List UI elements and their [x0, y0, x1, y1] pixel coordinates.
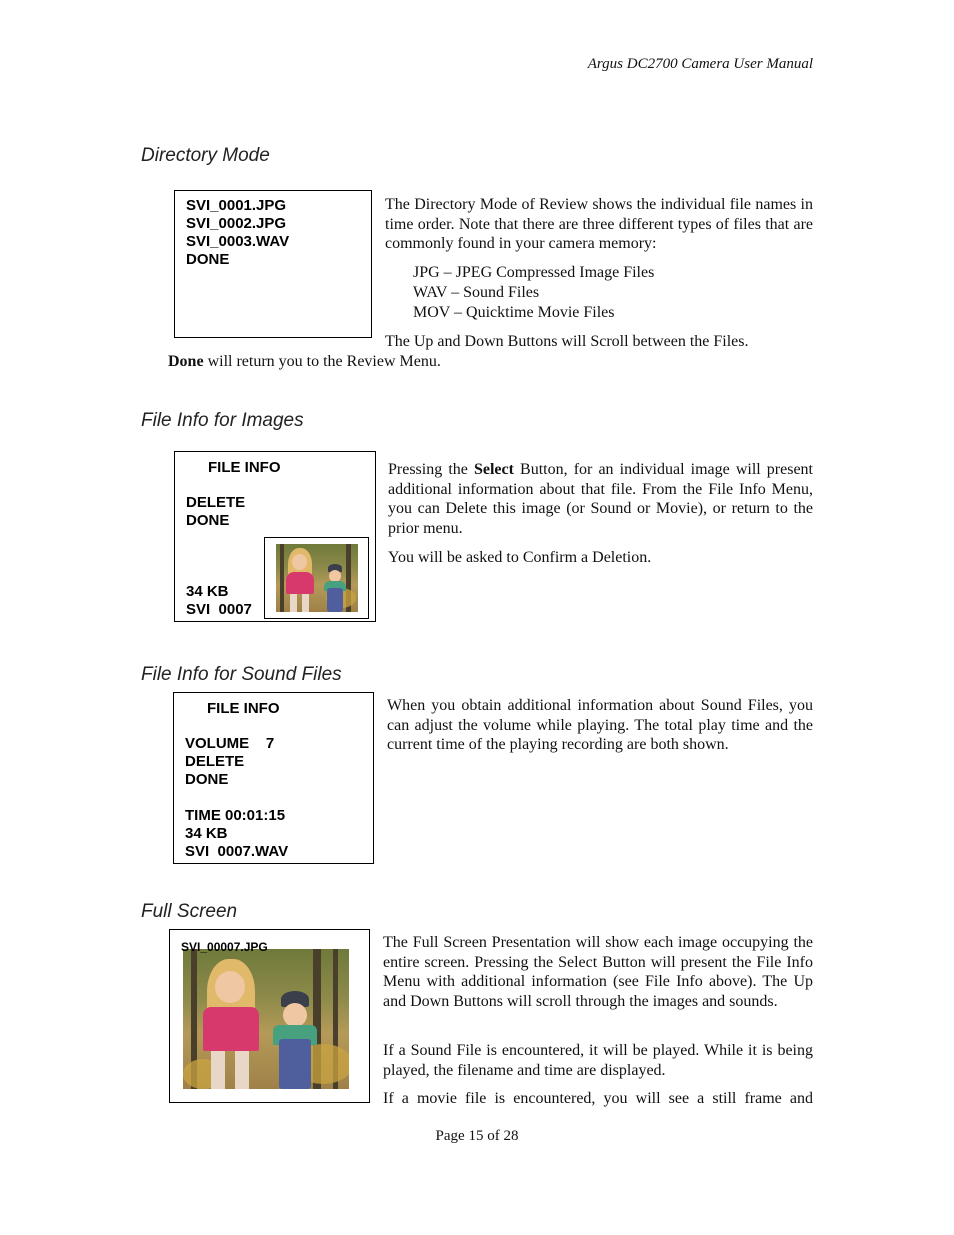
directory-intro-text: The Directory Mode of Review shows the individual file names in time order. Note that there are three different types of files that are commonly found in your camera memory: — [385, 196, 813, 253]
select-text — [388, 460, 813, 538]
thumbnail-photo — [276, 544, 358, 612]
section-title-file-info-images: File Info for Images — [141, 410, 304, 431]
sound-delete-option: DELETE — [185, 753, 245, 770]
full-screen-paragraph-3: If a movie file is encountered, you will see a still frame and — [383, 1090, 813, 1107]
confirm-deletion-text: You will be asked to Confirm a Deletion. — [388, 549, 652, 566]
directory-file-2: SVI_0002.JPG — [186, 215, 287, 232]
full-screen-photo — [183, 949, 349, 1089]
running-header: Argus DC2700 Camera User Manual — [587, 56, 813, 72]
full-screen-filename: SVI_00007.JPG — [181, 940, 268, 954]
file-info-heading: FILE INFO — [208, 459, 281, 476]
scroll-text: The Up and Down Buttons will Scroll between the Files. — [385, 333, 749, 350]
file-name: SVI 0007 — [186, 601, 252, 618]
directory-done: DONE — [186, 251, 230, 268]
sound-name: SVI 0007.WAV — [185, 843, 289, 860]
select-text-b: Button, for an individual image will present additional information about that file. From the File Info Menu, you can Delete this image (or Sound or Movie), or return to the prior menu. — [388, 461, 813, 537]
file-info-images-paragraph — [388, 460, 813, 538]
sound-size: 34 KB — [185, 825, 228, 842]
sound-info-paragraph: When you obtain additional information about Sound Files, you can adjust the volume while playing. The total play time and the current time of the playing recording are both shown. — [387, 697, 813, 754]
full-screen-paragraph-2: If a Sound File is encountered, it will be played. While it is being played, the filename and time are displayed. — [383, 1042, 813, 1079]
sound-time: TIME 00:01:15 — [185, 807, 286, 824]
file-info-sound-screen — [173, 692, 374, 864]
directory-file-3: SVI_0003.WAV — [186, 233, 290, 250]
done-rest: will return you to the Review Menu. — [203, 353, 441, 370]
page-number: Page 15 of 28 — [435, 1128, 519, 1144]
thumbnail-frame — [264, 537, 369, 619]
file-type-wav: WAV – Sound Files — [413, 284, 540, 301]
delete-option: DELETE — [186, 494, 246, 511]
file-info-image-screen — [174, 451, 376, 622]
select-text-a: Pressing the — [388, 461, 474, 478]
file-type-mov: MOV – Quicktime Movie Files — [413, 304, 615, 321]
sound-done-option: DONE — [185, 771, 229, 788]
done-text — [168, 352, 668, 372]
full-screen-preview — [169, 929, 370, 1103]
full-screen-paragraph-1: The Full Screen Presentation will show each image occupying the entire screen. Pressing the Select Button will present the File Info Menu with additional information (see File Info above). The Up and Down Buttons will scroll through the images and sounds. — [383, 934, 813, 1010]
directory-file-1: SVI_0001.JPG — [186, 197, 287, 214]
done-bold: Done — [168, 353, 204, 370]
file-type-jpg: JPG – JPEG Compressed Image Files — [413, 264, 655, 281]
section-title-directory-mode: Directory Mode — [141, 145, 270, 166]
directory-paragraph — [385, 195, 813, 254]
select-bold: Select — [473, 461, 514, 478]
directory-screen — [174, 190, 372, 338]
section-title-full-screen: Full Screen — [141, 901, 238, 922]
file-type-list — [413, 263, 654, 323]
section-title-file-info-sound: File Info for Sound Files — [141, 664, 342, 685]
sound-file-info-heading: FILE INFO — [207, 700, 280, 717]
file-size: 34 KB — [186, 583, 229, 600]
volume-setting: VOLUME 7 — [185, 735, 275, 752]
done-option: DONE — [186, 512, 230, 529]
